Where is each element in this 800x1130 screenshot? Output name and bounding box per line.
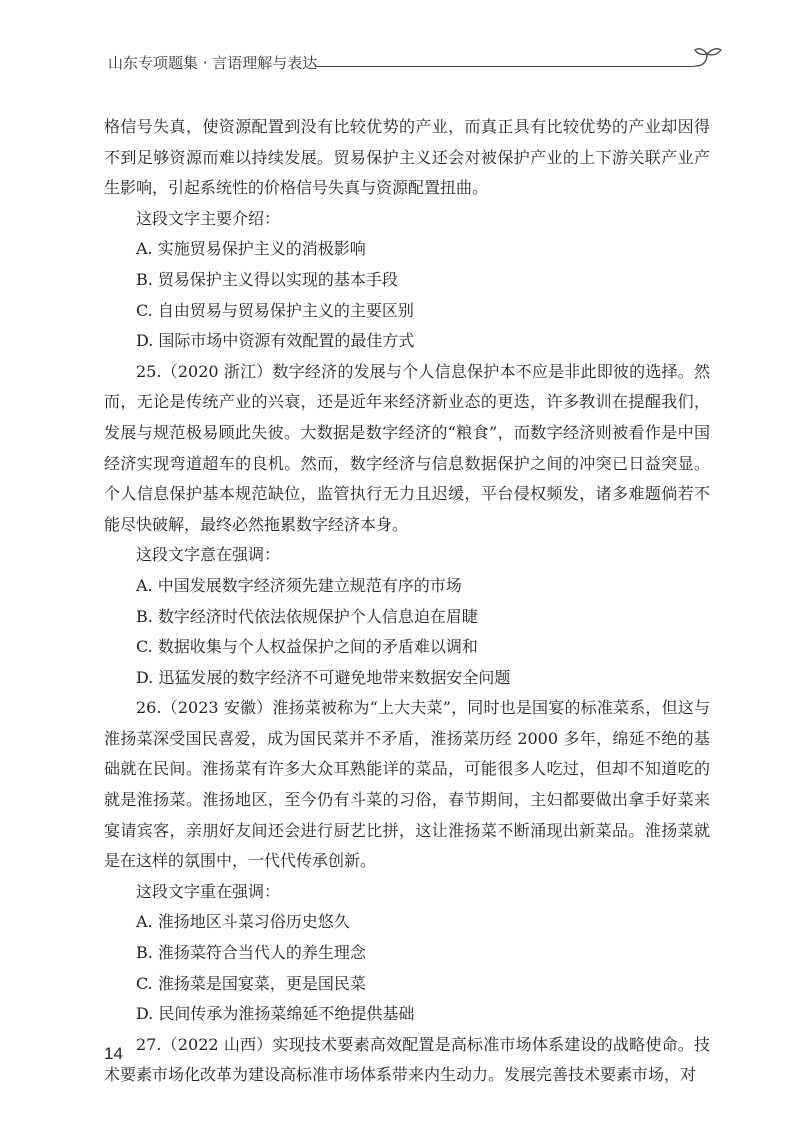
header-title: 山东专项题集 · 言语理解与表达: [108, 54, 318, 72]
sprout-icon: [693, 44, 723, 74]
answer-option-q24-d: D. 国际市场中资源有效配置的最佳方式: [136, 331, 415, 351]
question-stem-q26-stem: 这段文字重在强调：: [136, 881, 281, 901]
answer-option-q25-b: B. 数字经济时代依法依规保护个人信息迫在眉睫: [136, 606, 478, 626]
answer-option-q25-d: D. 迅猛发展的数字经济不可避免地带来数据安全问题: [136, 667, 511, 687]
answer-option-q24-c: C. 自由贸易与贸易保护主义的主要区别: [136, 300, 414, 320]
answer-option-q26-c: C. 淮扬菜是国宴菜，更是国民菜: [136, 973, 366, 993]
answer-option-q26-b: B. 淮扬菜符合当代人的养生理念: [136, 943, 366, 963]
question-stem-q24-stem: 这段文字主要介绍：: [136, 208, 281, 228]
paragraph-p-intro-cont: 格信号失真，使资源配置到没有比较优势的产业，而真正具有比较优势的产业却因得不到足够资源而难以持续发展。贸易保护主义还会对被保护产业的上下游关联产业产生影响，引起系统性的价格信号失真与资源配置扭曲。: [104, 117, 710, 198]
paragraph-q26-body: 26.（2023 安徽）淮扬菜被称为“上大夫菜”，同时也是国宴的标准菜系，但这与淮扬菜深受国民喜爱，成为国民菜并不矛盾，淮扬菜历经 2000 多年，绵延不绝的基础就在民间。淮扬菜有许多大众耳熟能详的菜品，可能很多人吃过，但却不知道吃的就是淮扬菜。淮扬地区，至今仍有斗菜的习俗，春节期间，主妇都要做出拿手好菜来宴请宾客，亲朋好友间还会进行厨艺比拼，这让淮扬菜不断涌现出新菜品。淮扬菜就是在这样的氛围中，一代代传承创新。: [104, 698, 710, 871]
paragraph-q25-body: 25.（2020 浙江）数字经济的发展与个人信息保护本不应是非此即彼的选择。然而，无论是传统产业的兴衰，还是近年来经济新业态的更迭，许多教训在提醒我们，发展与规范极易顾此失彼。大数据是数字经济的“粮食”，而数字经济则被看作是中国经济实现弯道超车的良机。然而，数字经济与信息数据保护之间的冲突已日益突显。个人信息保护基本规范缺位，监管执行无力且迟缓，平台侵权频发，诸多难题倘若不能尽快破解，最终必然拖累数字经济本身。: [104, 361, 710, 534]
answer-option-q24-b: B. 贸易保护主义得以实现的基本手段: [136, 269, 398, 289]
answer-option-q26-a: A. 淮扬地区斗菜习俗历史悠久: [136, 912, 350, 932]
page-number: 14: [104, 1044, 123, 1063]
paragraph-q27-body: 27.（2022 山西）实现技术要素高效配置是高标准市场体系建设的战略使命。技术要素市场化改革为建设高标准市场体系带来内生动力。发展完善技术要素市场，对: [104, 1034, 710, 1085]
question-stem-q25-stem: 这段文字意在强调：: [136, 545, 281, 565]
running-header: [108, 44, 718, 74]
answer-option-q25-c: C. 数据收集与个人权益保护之间的矛盾难以调和: [136, 637, 478, 657]
page-content: [104, 112, 710, 1091]
answer-option-q24-a: A. 实施贸易保护主义的消极影响: [136, 239, 366, 259]
header-rule: [315, 66, 695, 67]
answer-option-q26-d: D. 民间传承为淮扬菜绵延不绝提供基础: [136, 1004, 415, 1024]
answer-option-q25-a: A. 中国发展数字经济须先建立规范有序的市场: [136, 575, 462, 595]
